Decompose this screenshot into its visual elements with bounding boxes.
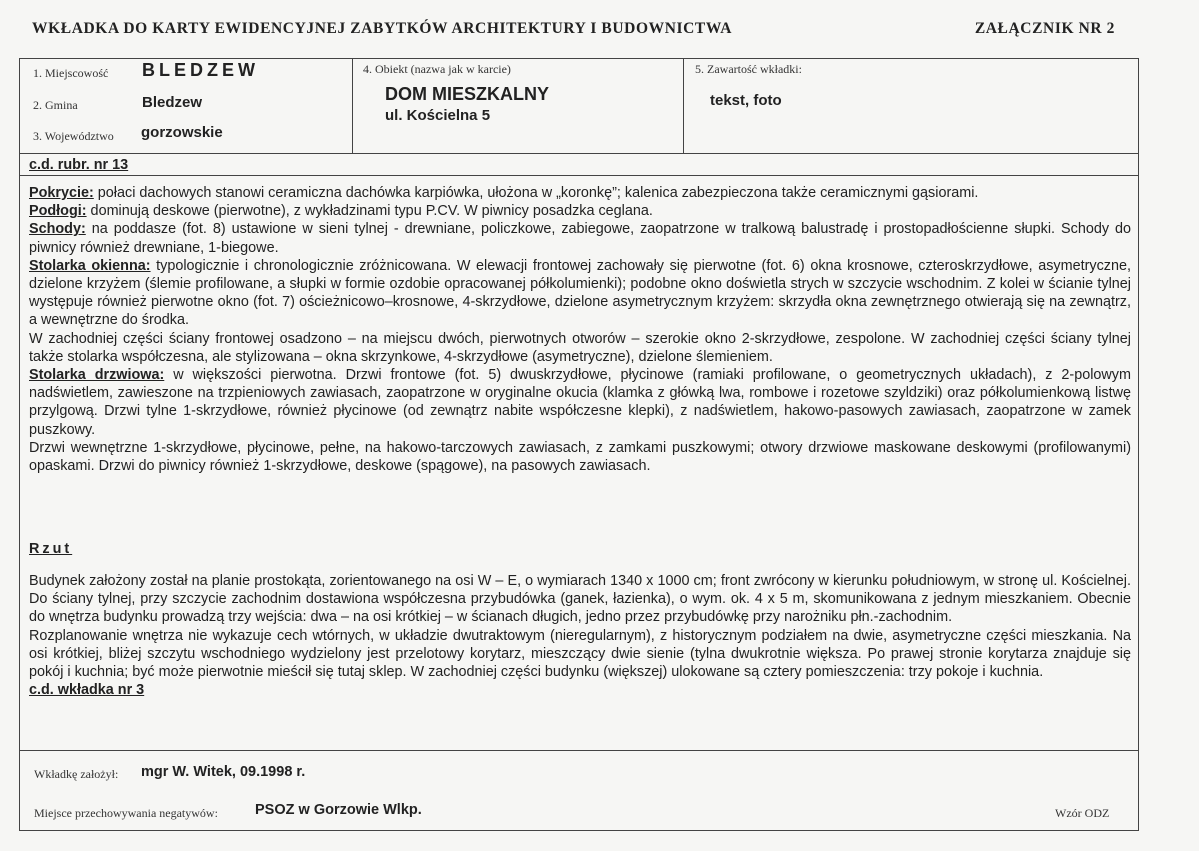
pokrycie-paragraph — [29, 184, 1131, 202]
obiekt-label: 4. Obiekt (nazwa jak w karcie) — [363, 62, 511, 76]
rzut-paragraph-2: Rozplanowanie wnętrza nie wykazuje cech wtórnych, w układzie dwutraktowym (nieregularnym), z historycznym podziałem na dwie, asymetryczne części mieszkania. Na osi krótkiej, bliżej szczytu wschodniego wydzielony jest przelotowy korytarz, mieszczący dwie sienie (tylna dwukrotnie większa. Po prawej stronie korytarza znajduje się pokój i kuchnia; być może pierwotnie mieścił się tutaj sklep. W zachodniej części budynku (większej) ulokowane są cztery pomieszczenia: trzy pokoje i kuchnia. — [29, 627, 1131, 681]
rzut-body — [29, 572, 1131, 699]
continued-label: c.d. wkładka nr 3 — [29, 682, 145, 699]
author-value: mgr W. Witek, 09.1998 r. — [141, 764, 306, 780]
column-divider-2 — [683, 58, 684, 154]
description-body — [29, 184, 1131, 475]
okienna-paragraph-2: W zachodniej części ściany frontowej osadzono – na miejscu dwóch, pierwotnych otworów – szerokie okno 2-skrzydłowe, zespolone. W zachodniej części ściany tylnej także stolarka współczesna, ale stylizowana – okna skrzynkowe, 4-skrzydłowe (asymetryczne), dzielone ślemieniem. — [29, 330, 1131, 365]
continued-paragraph — [29, 681, 1131, 699]
okienna-term: Stolarka okienna: — [29, 257, 151, 274]
wojewodztwo-label: 3. Województwo — [33, 129, 114, 143]
wojewodztwo-value: gorzowskie — [141, 124, 223, 141]
rzut-title: Rzut — [29, 541, 73, 557]
drzwiowa-paragraph — [29, 366, 1131, 439]
storage-label: Miejsce przechowywania negatywów: — [34, 806, 218, 820]
storage-value: PSOZ w Gorzowie Wlkp. — [255, 802, 422, 818]
zawartosc-label: 5. Zawartość wkładki: — [695, 62, 802, 76]
continuation-rule — [19, 175, 1139, 176]
obiekt-address: ul. Kościelna 5 — [385, 107, 491, 124]
schody-term: Schody: — [29, 221, 86, 238]
pokrycie-text: połaci dachowych stanowi ceramiczna dachówka karpiówka, ułożona w „koronkę”; kalenica zabezpieczona także ceramicznymi gąsiorami. — [93, 185, 979, 201]
sheet-title: WKŁADKA DO KARTY EWIDENCYJNEJ ZABYTKÓW ARCHITEKTURY I BUDOWNICTWA — [32, 20, 733, 37]
okienna-text: typologicznie i chronologicznie zróżnicowana. W elewacji frontowej zachowały się pierwotne (fot. 6) okna krosnowe, czteroskrzydłowe, asymetryczne, dzielone krzyżem (ślemie profilowane, a słupki w formie ozdobie opracowanej półkolumienki); podobne okno doświetla strych w szczycie wschodnim. Z kolei w ścianie tylnej występuje również pierwotne okno (fot. 7) ościeżnicowo–krosnowe, 4-skrzydłowe, dzielone asymetrycznym krzyżem: skrzydła okna zewnętrznego otwierają się na zewnątrz, a wewnętrzne do środka. — [29, 257, 1131, 329]
okienna-paragraph — [29, 257, 1131, 330]
continuation-heading — [29, 156, 1131, 174]
miejscowosc-label: 1. Miejscowość — [33, 66, 109, 80]
podlogi-term: Podłogi: — [29, 203, 87, 220]
rzut-heading — [29, 540, 1131, 558]
form-model: Wzór ODZ — [1055, 806, 1110, 820]
gmina-label: 2. Gmina — [33, 98, 78, 112]
miejscowosc-value: BLEDZEW — [142, 60, 259, 80]
zawartosc-value: tekst, foto — [710, 92, 782, 109]
annex-number: ZAŁĄCZNIK NR 2 — [974, 20, 1115, 37]
drzwiowa-term: Stolarka drzwiowa: — [29, 367, 165, 384]
podlogi-text: dominują deskowe (pierwotne), z wykładzinami typu P.CV. W piwnicy posadzka ceglana. — [86, 203, 653, 220]
continuation-label: c.d. rubr. nr 13 — [29, 157, 129, 173]
drzwiowa-paragraph-2: Drzwi wewnętrzne 1-skrzydłowe, płycinowe, pełne, na hakowo-tarczowych zawiasach, z zamkami puszkowymi; otwory drzwiowe maskowane deskowymi (profilowanymi) opaskami. Drzwi do piwnicy również 1-skrzydłowe, deskowe (spągowe), na pasowych zawiasach. — [29, 439, 1131, 475]
obiekt-value: DOM MIESZKALNY — [385, 84, 549, 104]
pokrycie-term: Pokrycie: — [29, 185, 94, 201]
drzwiowa-text: w większości pierwotna. Drzwi frontowe (fot. 5) dwuskrzydłowe, płycinowe (ramiaki profilowane, o geometrycznych układach), z 2-polowym nadświetlem, zawieszone na trzpieniowych zawiasach, zaopatrzone w oryginalne okucia (klamka z główką lwa, rombowe i rozetowe szyldziki) oraz półkolumienkową listwę przylgową. Drzwi tylne 1-skrzydłowe, również płycinowe (od zewnątrz nabite współczesne klepki), z nadświetlem, hakowo-pasowych zawiasach, zaopatrzone w zamek puszkowy. — [29, 367, 1131, 438]
rzut-paragraph-1: Budynek założony został na planie prostokąta, zorientowanego na osi W – E, o wymiarach 1340 x 1000 cm; front zwrócony w kierunku południowym, w stronę ul. Kościelnej. Do ściany tylnej, przy szczycie zachodnim dostawiona współczesna przybudówka (ganek, łazienka), o wym. ok. 4 x 5 m, skomunikowana z jednym mieszkaniem. Obecnie do wnętrza budynku prowadzą trzy wejścia: dwa – na osi krótkiej – w ścianach długich, jedno przez przybudówkę przy narożniku płn.-zachodnim. — [29, 573, 1131, 626]
schody-text: na poddasze (fot. 8) ustawione w sieni tylnej - drewniane, policzkowe, zabiegowe, zaopatrzone w tralkową balustradę i prostopadłościenne słupki. Schody do piwnicy również drewniane, 1-biegowe. — [29, 221, 1131, 256]
footer-rule — [19, 750, 1139, 751]
column-divider-1 — [352, 58, 353, 154]
gmina-value: Bledzew — [142, 94, 203, 111]
podlogi-paragraph — [29, 202, 1131, 220]
schody-paragraph — [29, 220, 1131, 256]
author-label: Wkładkę założył: — [34, 767, 119, 781]
